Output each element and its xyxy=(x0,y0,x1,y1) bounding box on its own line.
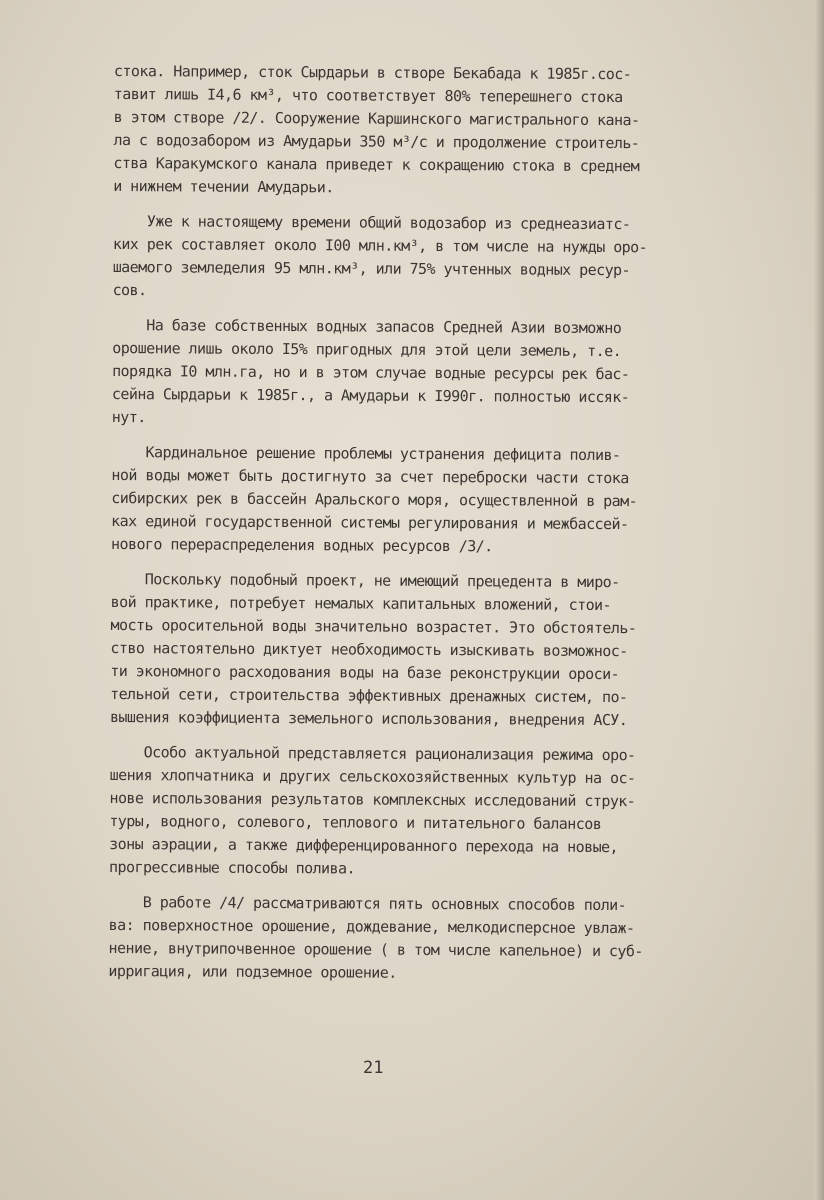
text-line: ство настоятельно диктует необходимость изыскивать возможнос- xyxy=(110,638,628,661)
page-number: 21 xyxy=(363,1058,384,1078)
text-line: ких рек составляет около I00 млн.км³, в том числе на нужды оро- xyxy=(112,234,648,257)
text-line: шаемого земледелия 95 млн.км³, или 75% учтенных водных ресур- xyxy=(112,257,631,280)
text-line: нение, внутрипочвенное орошение ( в том числе капельное) и суб- xyxy=(108,938,643,961)
text-line: в этом створе /2/. Сооружение Каршинского магистрального кана- xyxy=(113,107,640,130)
text-line: тельной сети, строительства эффективных дренажных систем, по- xyxy=(110,684,628,707)
text-line: ках единой государственной системы регулирования и межбассей- xyxy=(111,511,629,534)
text-line: зоны аэрации, а также дифференцированного перехода на новые, xyxy=(109,834,619,857)
text-line: ва: поверхностное орошение, дождевание, мелкодисперсное увлаж- xyxy=(108,915,635,938)
paragraph-3 xyxy=(112,314,725,433)
text-line: мость оросительной воды значительно возрастет. Это обстоятель- xyxy=(110,615,637,638)
text-line: туры, водного, солевого, теплового и питательного балансов xyxy=(109,811,602,833)
text-line: орошение лишь около I5% пригодных для этой цели земель, т.е. xyxy=(112,338,622,361)
text-line: В работе /4/ рассматриваются пять основных способов поли- xyxy=(108,892,627,915)
paragraph-4 xyxy=(111,441,724,560)
paragraph-1 xyxy=(113,60,726,202)
text-line: ти экономного расходования воды на базе реконструкции ороси- xyxy=(110,661,620,684)
text-line: ла с водозабором из Амударьи 350 м³/с и продолжение строитель- xyxy=(113,130,640,153)
text-line: Особо актуальной представляется рационализация режима оро- xyxy=(109,742,636,765)
text-line: шения хлопчатника и других сельскохозяйственных культур на ос- xyxy=(109,765,636,788)
text-line: вой практике, потребует немалых капитальных вложений, стои- xyxy=(110,592,612,615)
paragraph-7 xyxy=(108,891,721,987)
text-line: стока. Например, сток Сырдарьи в створе Бекабада к 1985г.сос- xyxy=(113,61,632,84)
text-line: сибирских рек в бассейн Аральского моря, осуществленной в рам- xyxy=(111,488,638,511)
text-line: Поскольку подобный проект, не имеющий прецедента в миро- xyxy=(110,569,620,592)
text-line: порядка I0 млн.га, но и в этом случае водные ресурсы рек бас- xyxy=(112,361,630,384)
text-line: и нижнем течении Амударьи. xyxy=(113,176,334,197)
text-line: прогрессивные способы полива. xyxy=(109,857,356,878)
text-line: ной воды может быть достигнуто за счет переброски части стока xyxy=(111,465,629,488)
text-line: сов. xyxy=(112,280,147,300)
paragraph-6 xyxy=(109,741,722,883)
text-line: вышения коэффициента земельного использования, внедрения АСУ. xyxy=(109,707,628,730)
text-line: сейна Сырдарьи к 1985г., а Амударьи к I990г. полностью иссяк- xyxy=(111,384,630,407)
text-line: нового перераспределения водных ресурсов /3/. xyxy=(110,534,493,556)
text-line: ства Каракумского канала приведет к сокращению стока в среднем xyxy=(113,153,640,176)
text-line: На базе собственных водных запасов Средней Азии возможно xyxy=(112,315,622,338)
text-line: ирригация, или подземное орошение. xyxy=(108,961,397,982)
text-line: тавит лишь I4,6 км³, что соответствует 80% теперешнего стока xyxy=(113,84,623,107)
text-line: нут. xyxy=(111,407,146,427)
page-edge xyxy=(814,0,824,1200)
typewritten-text-body xyxy=(108,60,726,999)
text-line: нове использования результатов комплексных исследований струк- xyxy=(109,788,636,811)
paragraph-5 xyxy=(110,568,723,733)
paragraph-2 xyxy=(113,210,726,306)
text-line: Кардинальное решение проблемы устранения дефицита полив- xyxy=(111,442,621,465)
text-line: Уже к настоящему времени общий водозабор из среднеазиатс- xyxy=(112,211,631,234)
